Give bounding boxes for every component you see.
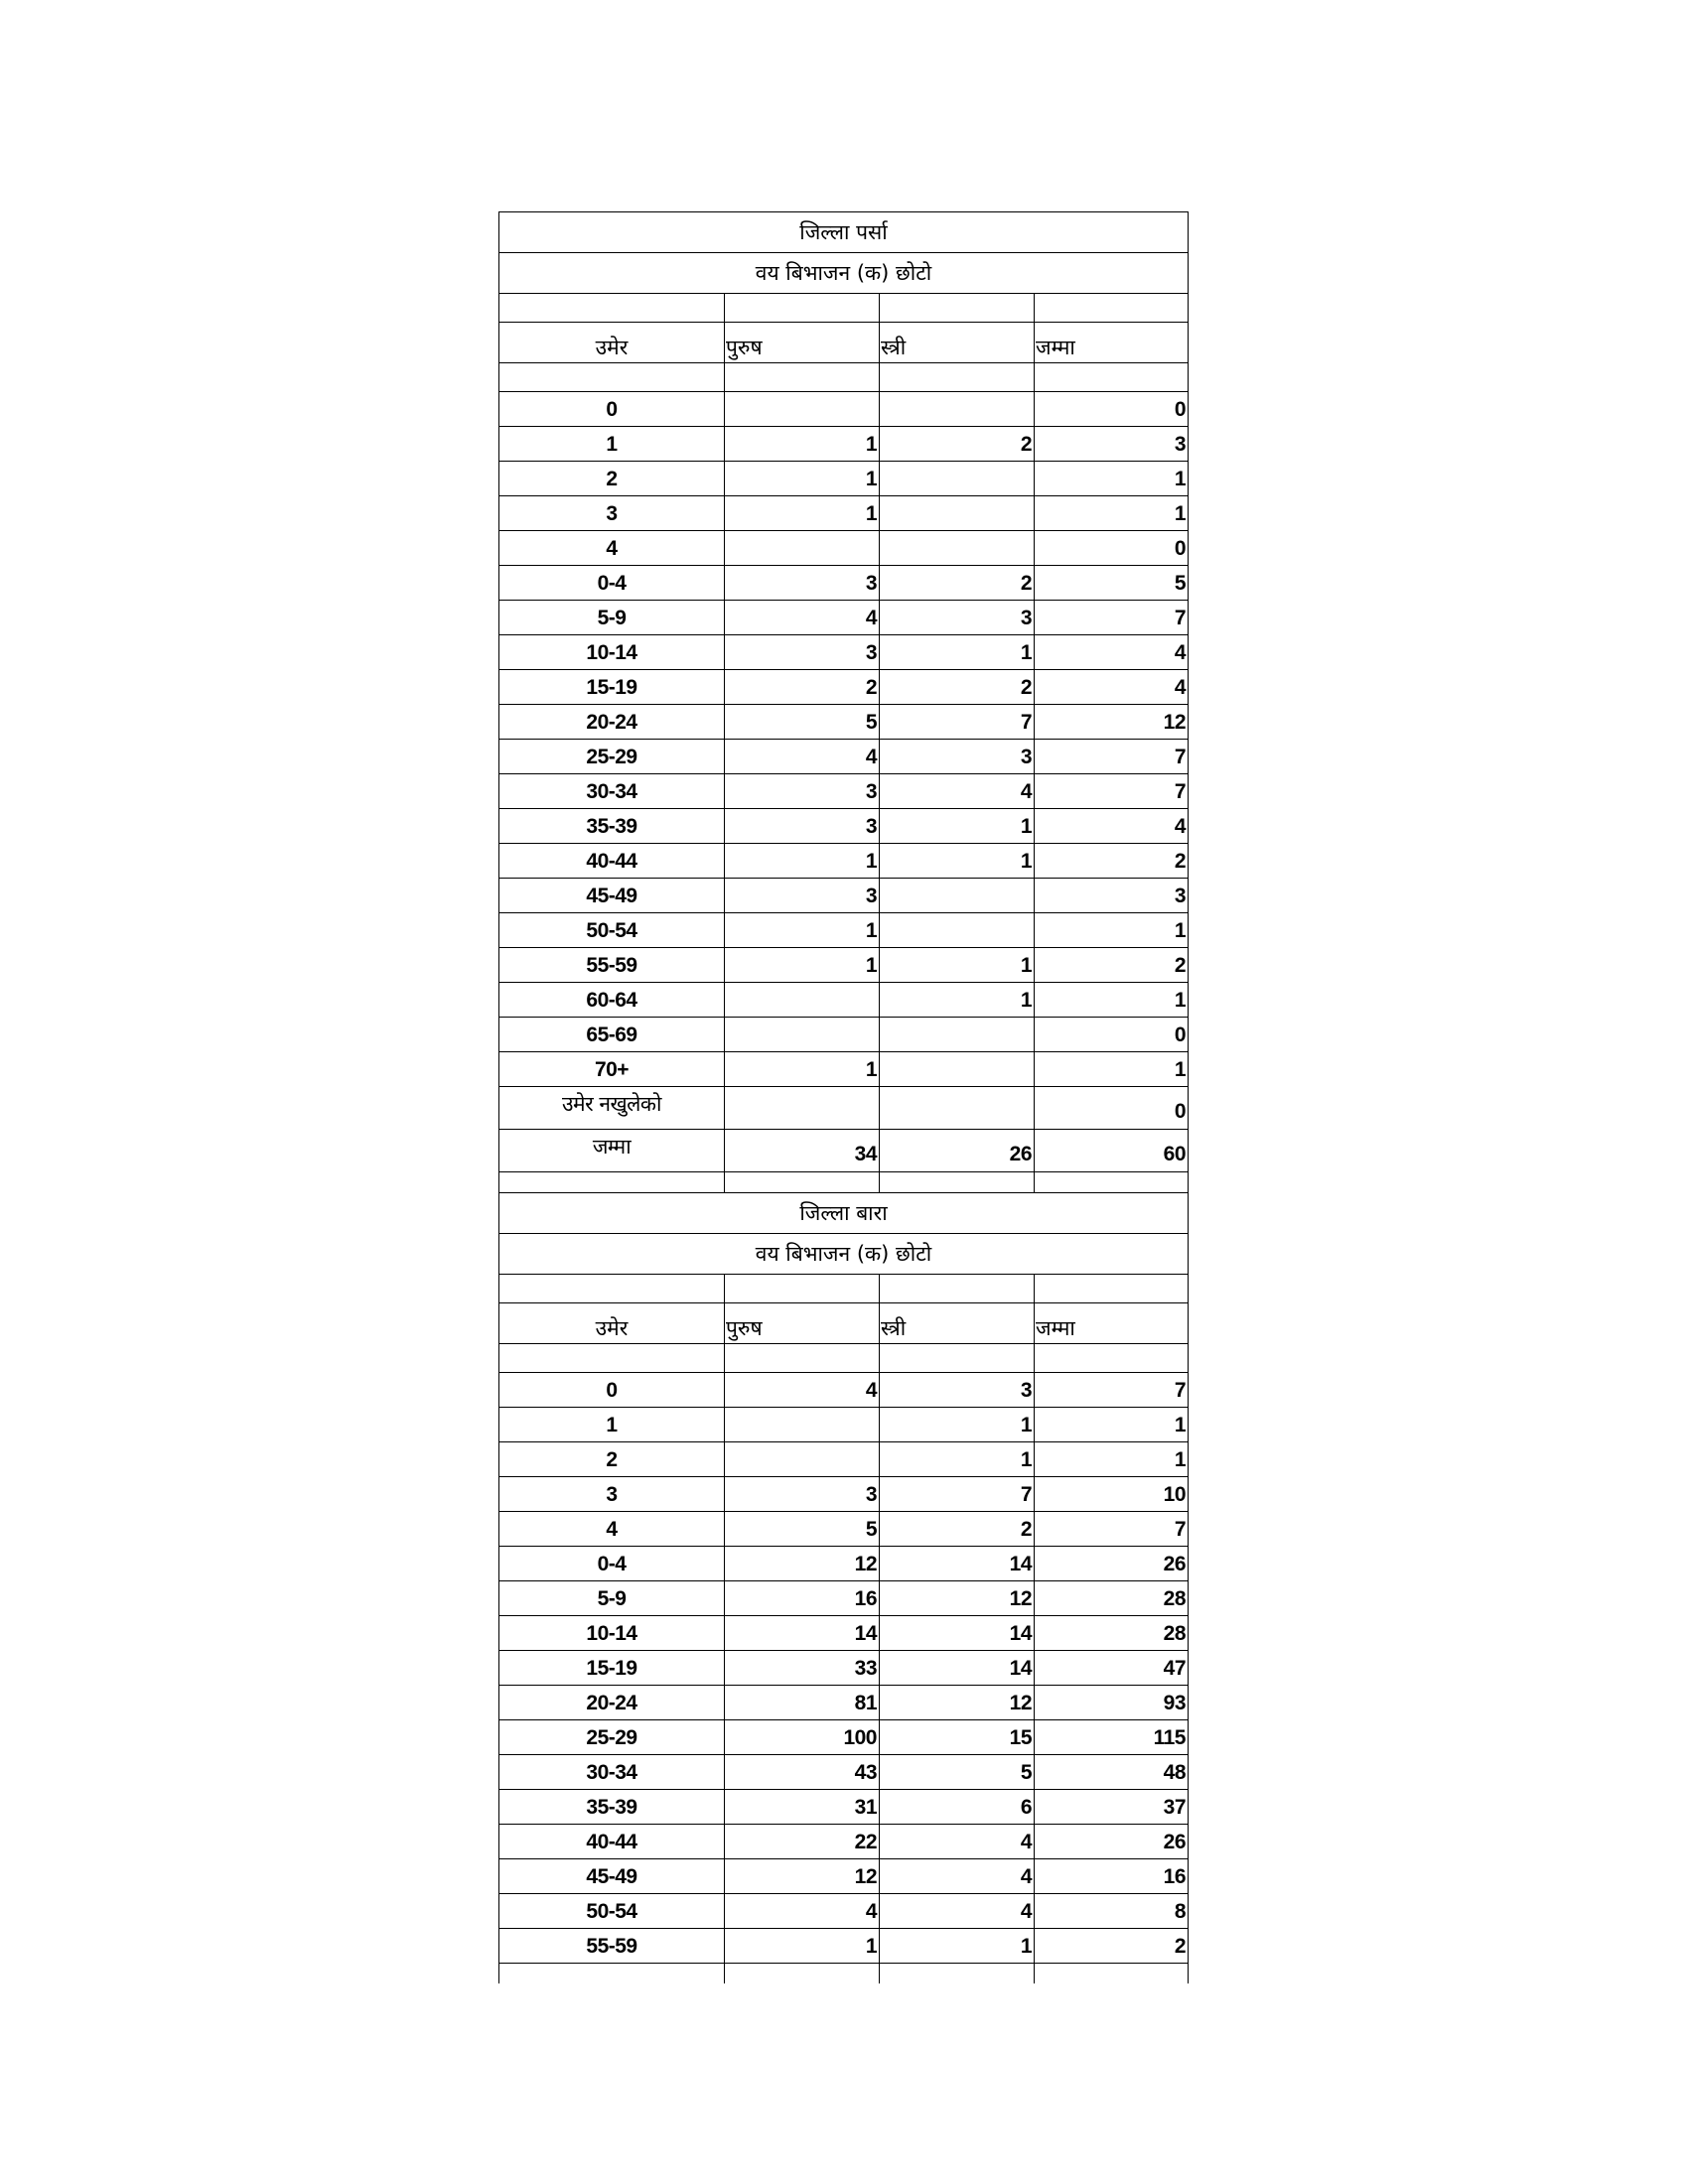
total-cell: 16: [1034, 1859, 1188, 1893]
female-cell: [879, 531, 1034, 565]
table-subtitle: वय बिभाजन (क) छोटो: [755, 261, 932, 285]
female-cell: 5: [879, 1755, 1034, 1789]
total-cell: 5: [1034, 566, 1188, 600]
female-cell: [879, 496, 1034, 530]
table-row: [498, 844, 1189, 879]
table-row: [498, 601, 1189, 635]
male-cell: 100: [724, 1720, 879, 1754]
male-cell: 33: [724, 1651, 879, 1685]
male-cell: 3: [724, 809, 879, 843]
age-cell: 50-54: [586, 1900, 637, 1923]
total-cell: 28: [1034, 1616, 1188, 1650]
age-cell: 45-49: [586, 1865, 637, 1888]
table-row: [498, 1755, 1189, 1790]
male-cell: [724, 983, 879, 1017]
male-cell: 3: [724, 1477, 879, 1511]
table-row: [498, 1373, 1189, 1408]
blank-row: [498, 1172, 1189, 1193]
table-row: [498, 705, 1189, 740]
male-cell: [724, 1408, 879, 1441]
male-cell: 1: [724, 462, 879, 495]
bara-data-rows: [498, 1373, 1189, 1964]
total-cell: 7: [1034, 1373, 1188, 1407]
female-cell: [879, 913, 1034, 947]
female-cell: 3: [879, 601, 1034, 634]
table-row: [498, 1616, 1189, 1651]
age-cell: 0: [606, 398, 618, 421]
table-subtitle: वय बिभाजन (क) छोटो: [755, 1242, 932, 1266]
district-title-row: [498, 211, 1189, 253]
male-cell: 1: [724, 427, 879, 461]
age-cell: 50-54: [586, 919, 637, 942]
male-cell: 14: [724, 1616, 879, 1650]
parsa-data-rows: [498, 392, 1189, 1172]
male-cell: 1: [724, 1052, 879, 1086]
total-cell: 0: [1034, 1087, 1188, 1129]
total-cell: 1: [1034, 1442, 1188, 1476]
table-row: [498, 774, 1189, 809]
table-row: [498, 1130, 1189, 1172]
female-cell: 1: [879, 983, 1034, 1017]
table-row: [498, 809, 1189, 844]
male-cell: 22: [724, 1825, 879, 1858]
table-row: [498, 427, 1189, 462]
male-cell: 4: [724, 740, 879, 773]
male-cell: [724, 1018, 879, 1051]
female-cell: 1: [879, 635, 1034, 669]
table-row: [498, 1825, 1189, 1859]
female-cell: 4: [879, 1825, 1034, 1858]
total-cell: 7: [1034, 774, 1188, 808]
table-row: [498, 1686, 1189, 1720]
table-row: [498, 1651, 1189, 1686]
total-cell: 12: [1034, 705, 1188, 739]
table-row: [498, 1408, 1189, 1442]
female-cell: 2: [879, 566, 1034, 600]
age-cell: 0-4: [597, 572, 627, 595]
total-cell: 7: [1034, 740, 1188, 773]
male-cell: 16: [724, 1581, 879, 1615]
age-cell: 25-29: [586, 1726, 637, 1749]
age-cell: 10-14: [586, 641, 637, 664]
male-cell: 2: [724, 670, 879, 704]
header-female: स्त्री: [879, 323, 1034, 362]
total-cell: 28: [1034, 1581, 1188, 1615]
column-header-row: [498, 323, 1189, 363]
total-cell: 3: [1034, 879, 1188, 912]
female-cell: 26: [879, 1130, 1034, 1171]
subtitle-row: [498, 253, 1189, 294]
male-cell: 4: [724, 1373, 879, 1407]
table-row: [498, 1894, 1189, 1929]
male-cell: 43: [724, 1755, 879, 1789]
female-cell: 12: [879, 1581, 1034, 1615]
age-distribution-sheet: [498, 211, 1189, 1983]
total-cell: 93: [1034, 1686, 1188, 1719]
male-cell: 31: [724, 1790, 879, 1824]
age-cell: 2: [606, 468, 618, 490]
column-header-row: [498, 1303, 1189, 1344]
female-cell: 1: [879, 1408, 1034, 1441]
male-cell: 5: [724, 1512, 879, 1546]
female-cell: [879, 1052, 1034, 1086]
female-cell: 3: [879, 740, 1034, 773]
age-cell: 60-64: [586, 989, 637, 1012]
female-cell: [879, 1018, 1034, 1051]
female-cell: 14: [879, 1616, 1034, 1650]
district-title: जिल्ला पर्सा: [799, 220, 888, 244]
age-cell: 20-24: [586, 711, 637, 734]
table-row: [498, 740, 1189, 774]
female-cell: [879, 392, 1034, 426]
total-cell: 4: [1034, 635, 1188, 669]
total-cell: 10: [1034, 1477, 1188, 1511]
male-cell: [724, 1442, 879, 1476]
total-cell: 1: [1034, 913, 1188, 947]
blank-row: [498, 363, 1189, 392]
age-cell: 35-39: [586, 815, 637, 838]
male-cell: 34: [724, 1130, 879, 1171]
age-cell: 55-59: [586, 1935, 637, 1958]
district-title-row: [498, 1193, 1189, 1234]
subtitle-row: [498, 1234, 1189, 1275]
total-cell: 1: [1034, 1408, 1188, 1441]
table-row: [498, 635, 1189, 670]
male-cell: 3: [724, 879, 879, 912]
table-row: [498, 1720, 1189, 1755]
male-cell: 4: [724, 601, 879, 634]
total-cell: 7: [1034, 1512, 1188, 1546]
table-row: [498, 948, 1189, 983]
age-cell: 40-44: [586, 1831, 637, 1853]
female-cell: 2: [879, 1512, 1034, 1546]
total-cell: 37: [1034, 1790, 1188, 1824]
age-cell: 55-59: [586, 954, 637, 977]
age-cell: 30-34: [586, 780, 637, 803]
header-female: स्त्री: [879, 1303, 1034, 1343]
age-cell: 10-14: [586, 1622, 637, 1645]
total-cell: 1: [1034, 496, 1188, 530]
table-row: [498, 879, 1189, 913]
age-cell: 30-34: [586, 1761, 637, 1784]
table-row: [498, 1052, 1189, 1087]
total-cell: 60: [1034, 1130, 1188, 1171]
total-cell: 2: [1034, 844, 1188, 878]
male-cell: 1: [724, 496, 879, 530]
header-male: पुरुष: [724, 1303, 879, 1343]
header-age: उमेर: [595, 336, 629, 359]
table-row: [498, 1790, 1189, 1825]
blank-row: [498, 294, 1189, 323]
total-cell: 0: [1034, 531, 1188, 565]
header-total: जम्मा: [1034, 1303, 1188, 1343]
age-cell: 1: [606, 433, 618, 456]
header-male: पुरुष: [724, 323, 879, 362]
table-row: [498, 1442, 1189, 1477]
total-cell: 48: [1034, 1755, 1188, 1789]
age-cell: 15-19: [586, 676, 637, 699]
female-cell: 4: [879, 774, 1034, 808]
table-row: [498, 1547, 1189, 1581]
female-cell: [879, 462, 1034, 495]
age-cell: 45-49: [586, 885, 637, 907]
age-cell: 65-69: [586, 1024, 637, 1046]
female-cell: 2: [879, 427, 1034, 461]
age-cell: 25-29: [586, 746, 637, 768]
male-cell: 12: [724, 1859, 879, 1893]
male-cell: 4: [724, 1894, 879, 1928]
table-row: [498, 462, 1189, 496]
male-cell: [724, 1087, 879, 1129]
female-cell: 4: [879, 1894, 1034, 1928]
female-cell: [879, 879, 1034, 912]
female-cell: 1: [879, 1442, 1034, 1476]
female-cell: 7: [879, 705, 1034, 739]
female-cell: 4: [879, 1859, 1034, 1893]
total-cell: 2: [1034, 948, 1188, 982]
female-cell: 1: [879, 809, 1034, 843]
age-cell: 15-19: [586, 1657, 637, 1680]
header-age: उमेर: [595, 1316, 629, 1340]
male-cell: [724, 392, 879, 426]
age-cell: 0-4: [597, 1553, 627, 1575]
table-row: [498, 1018, 1189, 1052]
male-cell: 12: [724, 1547, 879, 1580]
male-cell: 1: [724, 948, 879, 982]
male-cell: 3: [724, 635, 879, 669]
male-cell: 1: [724, 1929, 879, 1963]
total-cell: 3: [1034, 427, 1188, 461]
male-cell: 5: [724, 705, 879, 739]
female-cell: 14: [879, 1547, 1034, 1580]
table-row: [498, 1477, 1189, 1512]
age-cell: 4: [606, 1518, 618, 1541]
female-cell: 3: [879, 1373, 1034, 1407]
age-cell: 3: [606, 1483, 618, 1506]
total-cell: 26: [1034, 1547, 1188, 1580]
table-row: [498, 496, 1189, 531]
age-cell: 3: [606, 502, 618, 525]
district-title: जिल्ला बारा: [799, 1201, 888, 1225]
total-cell: 1: [1034, 1052, 1188, 1086]
table-row: [498, 983, 1189, 1018]
total-cell: 4: [1034, 809, 1188, 843]
age-cell: 2: [606, 1448, 618, 1471]
age-cell: 5-9: [597, 607, 627, 629]
male-cell: 1: [724, 844, 879, 878]
male-cell: 3: [724, 774, 879, 808]
table-row: [498, 670, 1189, 705]
total-cell: 4: [1034, 670, 1188, 704]
table-row: [498, 1581, 1189, 1616]
table-row: [498, 1929, 1189, 1964]
table-row: [498, 531, 1189, 566]
female-cell: [879, 1087, 1034, 1129]
table-row: [498, 1087, 1189, 1130]
total-cell: 0: [1034, 392, 1188, 426]
age-cell: 35-39: [586, 1796, 637, 1819]
total-cell: 0: [1034, 1018, 1188, 1051]
total-cell: 1: [1034, 983, 1188, 1017]
total-cell: 1: [1034, 462, 1188, 495]
age-cell: 40-44: [586, 850, 637, 873]
blank-row: [498, 1344, 1189, 1373]
age-cell: 5-9: [597, 1587, 627, 1610]
blank-row: [498, 1964, 1189, 1983]
female-cell: 12: [879, 1686, 1034, 1719]
total-cell: 26: [1034, 1825, 1188, 1858]
male-cell: 3: [724, 566, 879, 600]
table-row: [498, 566, 1189, 601]
male-cell: 1: [724, 913, 879, 947]
table-row: [498, 392, 1189, 427]
age-cell: उमेर नखुलेको: [562, 1092, 661, 1116]
age-cell: जम्मा: [592, 1135, 632, 1159]
total-cell: 8: [1034, 1894, 1188, 1928]
female-cell: 14: [879, 1651, 1034, 1685]
female-cell: 7: [879, 1477, 1034, 1511]
age-cell: 70+: [594, 1058, 630, 1081]
female-cell: 6: [879, 1790, 1034, 1824]
age-cell: 0: [606, 1379, 618, 1402]
female-cell: 1: [879, 1929, 1034, 1963]
total-cell: 2: [1034, 1929, 1188, 1963]
blank-row: [498, 1275, 1189, 1303]
male-cell: 81: [724, 1686, 879, 1719]
total-cell: 7: [1034, 601, 1188, 634]
header-total: जम्मा: [1034, 323, 1188, 362]
table-row: [498, 1512, 1189, 1547]
female-cell: 1: [879, 844, 1034, 878]
table-row: [498, 913, 1189, 948]
age-cell: 4: [606, 537, 618, 560]
female-cell: 15: [879, 1720, 1034, 1754]
male-cell: [724, 531, 879, 565]
female-cell: 2: [879, 670, 1034, 704]
female-cell: 1: [879, 948, 1034, 982]
age-cell: 20-24: [586, 1692, 637, 1714]
age-cell: 1: [606, 1414, 618, 1436]
total-cell: 115: [1034, 1720, 1188, 1754]
table-row: [498, 1859, 1189, 1894]
total-cell: 47: [1034, 1651, 1188, 1685]
